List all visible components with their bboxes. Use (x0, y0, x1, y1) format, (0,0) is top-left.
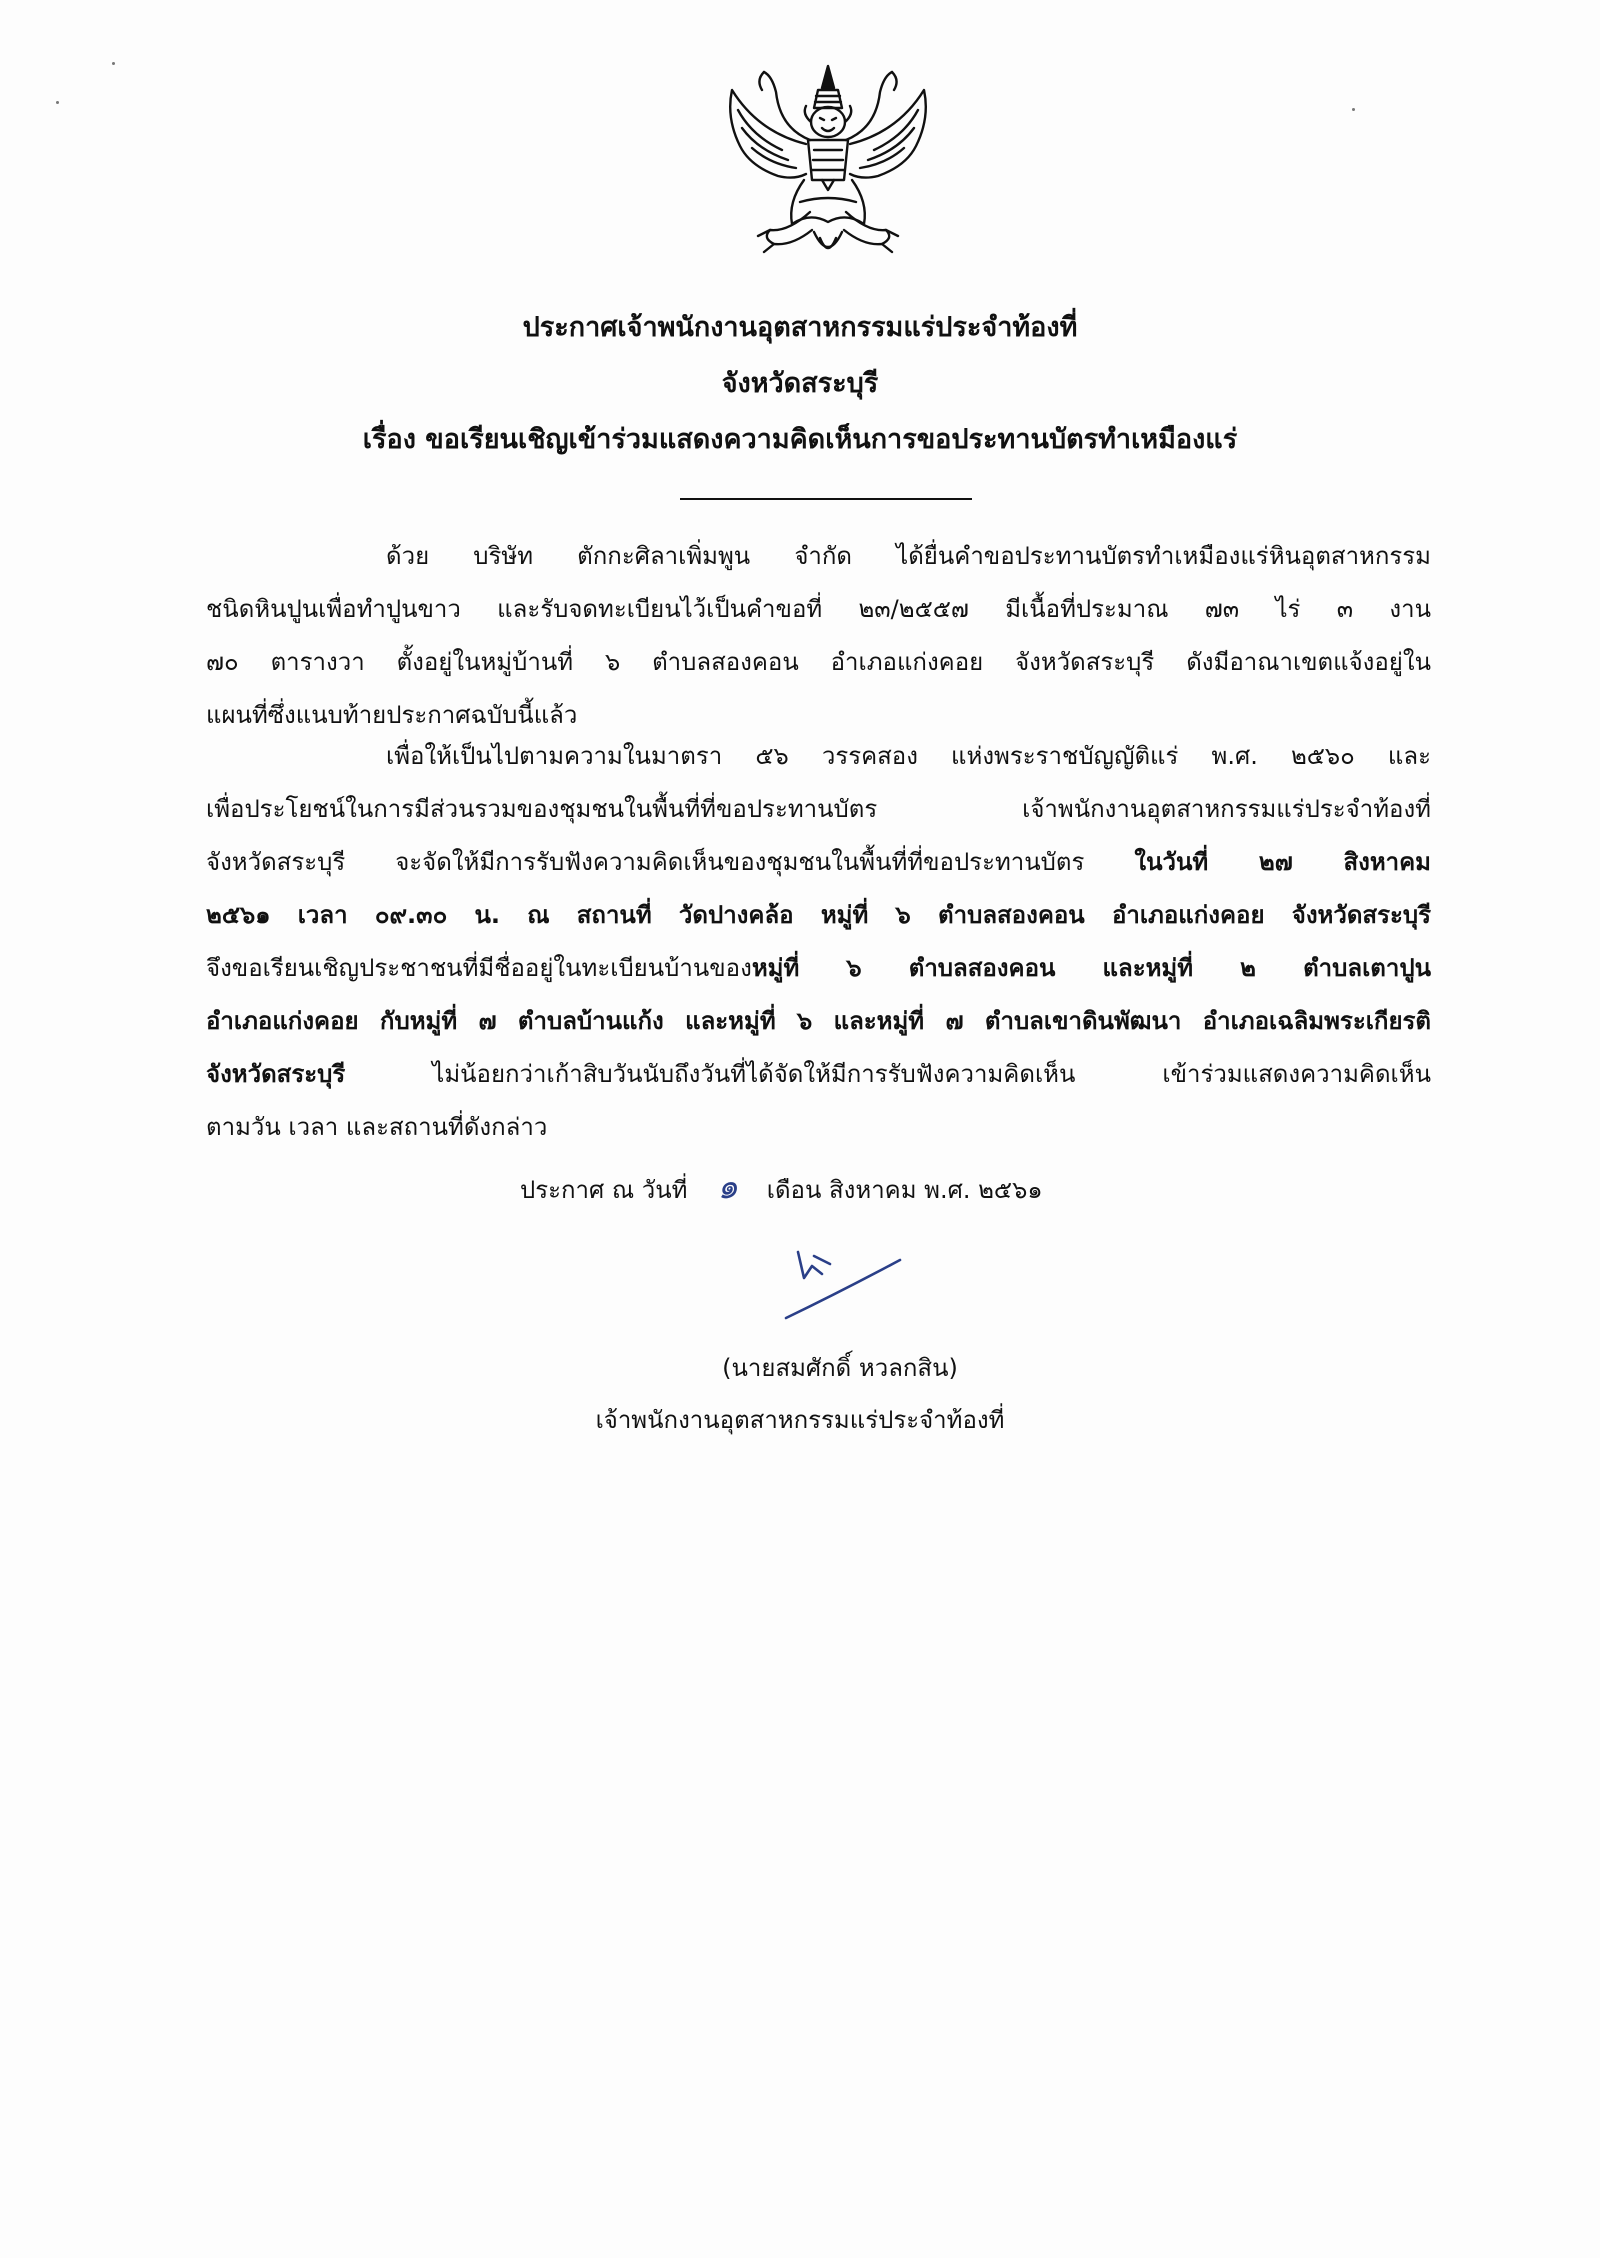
scan-speck (56, 101, 59, 104)
scan-speck (112, 62, 115, 65)
title-line-province: จังหวัดสระบุรี (721, 368, 879, 399)
document-title (200, 300, 1400, 468)
text-normal: จังหวัดสระบุรี จะจัดให้มีการรับฟังความคิดเห็นของชุมชนในพื้นที่ที่ขอประทานบัตร (206, 848, 1085, 876)
paragraph-line (206, 836, 1431, 889)
signer-name: (นายสมศักดิ์ หวลกสิน) (722, 1354, 958, 1382)
paragraph-line: ด้วย บริษัท ตักกะศิลาเพิ่มพูน จำกัด ได้ยื่นคำขอประทานบัตรทำเหมืองแร่หินอุตสาหกรรม (386, 542, 1431, 570)
villages-bold: หมู่ที่ ๖ ตำบลสองคอน และหมู่ที่ ๒ ตำบลเตาปูน (751, 954, 1431, 982)
garuda-emblem-icon (718, 62, 938, 272)
title-divider (680, 498, 972, 500)
text-normal: ไม่น้อยกว่าเก้าสิบวันนับถึงวันที่ได้จัดให้มีการรับฟังความคิดเห็น เข้าร่วมแสดงความคิดเห็น (432, 1060, 1431, 1088)
signer-position: เจ้าพนักงานอุตสาหกรรมแร่ประจำท้องที่ (595, 1406, 1005, 1434)
paragraph-line: เพื่อประโยชน์ในการมีส่วนรวมของชุมชนในพื้นที่ที่ขอประทานบัตร เจ้าพนักงานอุตสาหกรรมแร่ประจำท้องที่ (206, 795, 1431, 823)
paragraph-line: แผนที่ซึ่งแนบท้ายประกาศฉบับนี้แล้ว (206, 701, 578, 729)
paragraph-line: ชนิดหินปูนเพื่อทำปูนขาว และรับจดทะเบียนไว้เป็นคำขอที่ ๒๓/๒๕๕๗ มีเนื้อที่ประมาณ ๗๓ ไร่ ๓ งาน (206, 595, 1431, 623)
province-bold: จังหวัดสระบุรี (206, 1060, 346, 1088)
paragraph-application (206, 530, 1431, 742)
paragraph-line: ๗๐ ตารางวา ตั้งอยู่ในหมู่บ้านที่ ๖ ตำบลสองคอน อำเภอแก่งคอย จังหวัดสระบุรี ดังมีอาณาเขตแจ้งอยู่ใน (206, 648, 1431, 676)
title-line-agency: ประกาศเจ้าพนักงานอุตสาหกรรมแร่ประจำท้องที่ (522, 312, 1078, 343)
date-prefix: ประกาศ ณ วันที่ (520, 1176, 688, 1204)
paragraph-line: เพื่อให้เป็นไปตามความในมาตรา ๕๖ วรรคสอง แห่งพระราชบัญญัติแร่ พ.ศ. ๒๕๖๐ และ (386, 742, 1431, 770)
handwritten-signature-icon (770, 1238, 920, 1328)
hearing-date-bold: ในวันที่ ๒๗ สิงหาคม (1134, 848, 1431, 876)
paragraph-line (206, 942, 1431, 995)
handwritten-day: ๑ (713, 1165, 741, 1209)
paragraph-hearing-invitation (206, 730, 1431, 1154)
scan-speck (1352, 108, 1355, 111)
date-suffix: เดือน สิงหาคม พ.ศ. ๒๕๖๑ (766, 1176, 1043, 1204)
paragraph-line: ตามวัน เวลา และสถานที่ดังกล่าว (206, 1113, 548, 1141)
title-line-subject: เรื่อง ขอเรียนเชิญเข้าร่วมแสดงความคิดเห็นการขอประทานบัตรทำเหมืองแร่ (362, 424, 1238, 455)
announcement-date (520, 1162, 1220, 1215)
text-normal: จึงขอเรียนเชิญประชาชนที่มีชื่ออยู่ในทะเบียนบ้านของ (206, 954, 752, 982)
hearing-venue-line: ๒๕๖๑ เวลา ๐๙.๓๐ น. ณ สถานที่ วัดปางคล้อ หมู่ที่ ๖ ตำบลสองคอน อำเภอแก่งคอย จังหวัดสระบุรี (206, 901, 1431, 929)
villages-line: อำเภอแก่งคอย กับหมู่ที่ ๗ ตำบลบ้านแก้ง และหมู่ที่ ๖ และหมู่ที่ ๗ ตำบลเขาดินพัฒนา อำเภอเฉลิมพระเกียรติ (206, 1007, 1431, 1035)
paragraph-line (206, 1048, 1431, 1101)
